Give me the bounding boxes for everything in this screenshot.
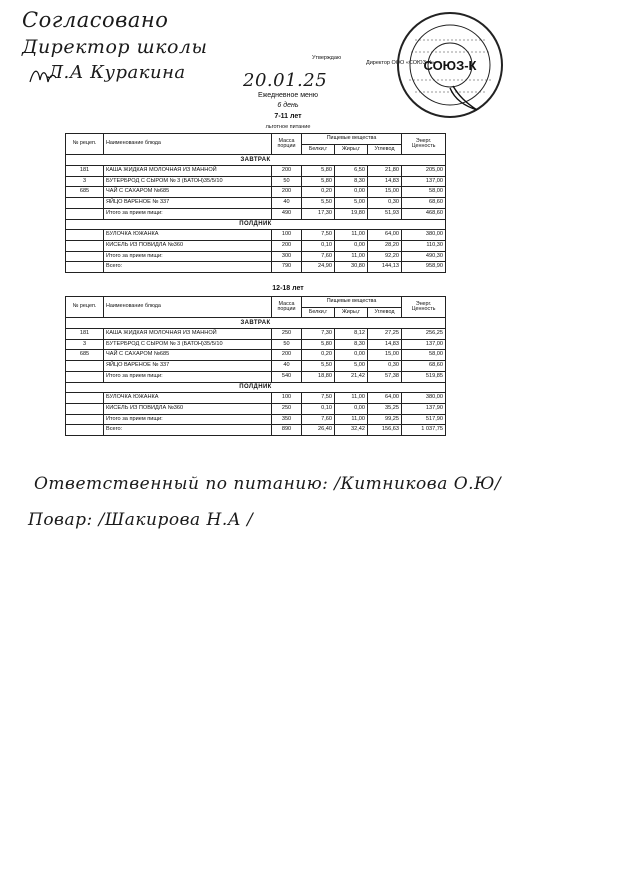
cell-fat: 8,12: [335, 329, 368, 340]
cell-recipe: [66, 240, 104, 251]
cell-energy: 517,90: [402, 414, 446, 425]
cell-mass: 200: [272, 350, 302, 361]
menu-day: 6 день: [277, 102, 299, 109]
header-carb: Углевод: [368, 144, 402, 155]
cell-recipe: 181: [66, 166, 104, 177]
section-breakfast: ЗАВТРАК: [66, 155, 446, 166]
cell-protein: 17,30: [302, 208, 335, 219]
cell-fat: 11,00: [335, 393, 368, 404]
cell-fat: 0,00: [335, 350, 368, 361]
section-snack: ПОЛДНИК: [66, 219, 446, 230]
cell-name: Итого за прием пищи:: [104, 208, 272, 219]
cell-carb: 15,00: [368, 187, 402, 198]
stamp-text: СОЮЗ-К: [423, 58, 477, 73]
cell-mass: 50: [272, 176, 302, 187]
header-name: Наименование блюда: [104, 134, 272, 155]
header-recipe: № рецеп.: [66, 134, 104, 155]
snack-total-row: [66, 414, 446, 425]
cell-energy: 256,25: [402, 329, 446, 340]
cell-carb: 15,00: [368, 350, 402, 361]
cell-protein: 0,10: [302, 403, 335, 414]
cell-carb: 57,38: [368, 371, 402, 382]
table-row: [66, 393, 446, 404]
cell-name: БУЛОЧКА ЮЖАНКА: [104, 393, 272, 404]
cell-recipe: [66, 393, 104, 404]
cell-energy: 205,00: [402, 166, 446, 177]
cell-name: Всего:: [104, 262, 272, 273]
approval-line-2: Директор школы: [22, 36, 208, 58]
cell-name: ЯЙЦО ВАРЕНОЕ № 337: [104, 198, 272, 209]
section-snack: ПОЛДНИК: [66, 382, 446, 393]
cell-protein: 7,50: [302, 230, 335, 241]
cell-mass: 890: [272, 425, 302, 436]
cell-fat: 11,00: [335, 230, 368, 241]
table-row: [66, 166, 446, 177]
cell-name: КИСЕЛЬ ИЗ ПОВИДЛА №360: [104, 240, 272, 251]
header-nutrients: Пищевые вещества: [302, 134, 402, 145]
cell-name: БУТЕРБРОД С СЫРОМ № 3 (БАТОН)35/5/10: [104, 339, 272, 350]
cell-fat: 0,00: [335, 240, 368, 251]
cell-mass: 200: [272, 187, 302, 198]
cell-protein: 5,50: [302, 198, 335, 209]
cell-fat: 6,50: [335, 166, 368, 177]
approved-label: Утверждаю: [312, 55, 342, 61]
header-carb: Углевод: [368, 307, 402, 318]
director-signature: [28, 64, 58, 88]
header-mass: Масса порции: [272, 297, 302, 318]
cell-fat: 0,00: [335, 187, 368, 198]
cell-carb: 99,25: [368, 414, 402, 425]
cell-mass: 790: [272, 262, 302, 273]
cell-energy: 380,00: [402, 393, 446, 404]
cell-name: ЧАЙ С САХАРОМ №685: [104, 187, 272, 198]
cell-energy: 380,00: [402, 230, 446, 241]
table-row: [66, 187, 446, 198]
header-energy: Энерг. Ценность: [402, 134, 446, 155]
cell-mass: 100: [272, 393, 302, 404]
cell-name: КИСЕЛЬ ИЗ ПОВИДЛА №360: [104, 403, 272, 414]
cell-protein: 0,20: [302, 350, 335, 361]
cell-carb: 35,25: [368, 403, 402, 414]
cell-name: БУТЕРБРОД С СЫРОМ № 3 (БАТОН)35/5/10: [104, 176, 272, 187]
cell-carb: 156,63: [368, 425, 402, 436]
cell-name: КАША ЖИДКАЯ МОЛОЧНАЯ ИЗ МАННОЙ: [104, 166, 272, 177]
cell-energy: 68,60: [402, 198, 446, 209]
cell-name: Итого за прием пищи:: [104, 251, 272, 262]
cell-mass: 200: [272, 166, 302, 177]
cell-protein: 5,80: [302, 176, 335, 187]
cell-carb: 0,30: [368, 198, 402, 209]
cell-fat: 0,00: [335, 403, 368, 414]
cell-protein: 0,20: [302, 187, 335, 198]
cell-mass: 100: [272, 230, 302, 241]
header-mass: Масса порции: [272, 134, 302, 155]
header-nutrients: Пищевые вещества: [302, 297, 402, 308]
cell-protein: 18,80: [302, 371, 335, 382]
cell-carb: 28,20: [368, 240, 402, 251]
cell-carb: 21,80: [368, 166, 402, 177]
cell-protein: 5,50: [302, 361, 335, 372]
cell-protein: 7,60: [302, 251, 335, 262]
cell-carb: 14,83: [368, 339, 402, 350]
cell-name: КАША ЖИДКАЯ МОЛОЧНАЯ ИЗ МАННОЙ: [104, 329, 272, 340]
cell-recipe: [66, 403, 104, 414]
header-fat: Жиры,г: [335, 307, 368, 318]
breakfast-total-row: [66, 208, 446, 219]
cell-fat: 5,00: [335, 198, 368, 209]
table-row: [66, 230, 446, 241]
cell-fat: 8,30: [335, 176, 368, 187]
cell-protein: 7,30: [302, 329, 335, 340]
cell-protein: 24,90: [302, 262, 335, 273]
cell-protein: 5,80: [302, 166, 335, 177]
cell-fat: 19,80: [335, 208, 368, 219]
cell-carb: 14,83: [368, 176, 402, 187]
cell-energy: 958,90: [402, 262, 446, 273]
table-row: [66, 198, 446, 209]
cell-energy: 58,00: [402, 350, 446, 361]
cell-recipe: [66, 198, 104, 209]
cell-name: Итого за прием пищи:: [104, 414, 272, 425]
cell-carb: 64,00: [368, 393, 402, 404]
table-row: [66, 339, 446, 350]
cell-energy: 137,00: [402, 339, 446, 350]
menu-date: 20.01.25: [243, 70, 328, 91]
cell-fat: 11,00: [335, 251, 368, 262]
table-row: [66, 403, 446, 414]
cell-protein: 7,50: [302, 393, 335, 404]
cell-carb: 51,93: [368, 208, 402, 219]
cell-fat: 30,80: [335, 262, 368, 273]
cell-fat: 11,00: [335, 414, 368, 425]
cell-mass: 250: [272, 329, 302, 340]
cell-carb: 0,30: [368, 361, 402, 372]
group2-age: 12-18 лет: [272, 285, 304, 292]
cook-signature-line: Повар: /Шакирова Н.А /: [28, 510, 254, 530]
cell-mass: 40: [272, 361, 302, 372]
director-label: Директор ООО «СОЮЗ-К»: [366, 60, 435, 66]
table-row: [66, 176, 446, 187]
cell-protein: 7,60: [302, 414, 335, 425]
cell-fat: 32,42: [335, 425, 368, 436]
cell-carb: 27,25: [368, 329, 402, 340]
responsible-signature-line: Ответственный по питанию: /Китникова О.Ю/: [34, 474, 502, 494]
cell-protein: 5,80: [302, 339, 335, 350]
cell-mass: 490: [272, 208, 302, 219]
header-protein: Белки,г: [302, 307, 335, 318]
cell-recipe: 685: [66, 187, 104, 198]
menu-table-12-18: [65, 296, 446, 436]
cell-name: ЧАЙ С САХАРОМ №685: [104, 350, 272, 361]
cell-carb: 92,20: [368, 251, 402, 262]
section-breakfast: ЗАВТРАК: [66, 318, 446, 329]
cell-recipe: [66, 361, 104, 372]
cell-recipe: 3: [66, 176, 104, 187]
cell-energy: 490,30: [402, 251, 446, 262]
table-row: [66, 240, 446, 251]
snack-total-row: [66, 251, 446, 262]
cell-energy: 519,85: [402, 371, 446, 382]
cell-recipe: [66, 230, 104, 241]
cell-carb: 64,00: [368, 230, 402, 241]
grand-total-row: [66, 262, 446, 273]
header-recipe: № рецеп.: [66, 297, 104, 318]
table-row: [66, 329, 446, 340]
table-row: [66, 361, 446, 372]
group1-age: 7-11 лет: [274, 113, 302, 120]
menu-title: Ежедневное меню: [257, 92, 319, 99]
cell-energy: 110,30: [402, 240, 446, 251]
cell-protein: 0,10: [302, 240, 335, 251]
cell-mass: 40: [272, 198, 302, 209]
cell-energy: 468,60: [402, 208, 446, 219]
menu-table-7-11: [65, 133, 446, 273]
table-row: [66, 350, 446, 361]
cell-recipe: 3: [66, 339, 104, 350]
cell-mass: 300: [272, 251, 302, 262]
cell-name: ЯЙЦО ВАРЕНОЕ № 337: [104, 361, 272, 372]
cell-energy: 1 037,75: [402, 425, 446, 436]
cell-carb: 144,13: [368, 262, 402, 273]
cell-mass: 200: [272, 240, 302, 251]
cell-recipe: 685: [66, 350, 104, 361]
header-energy: Энерг. Ценность: [402, 297, 446, 318]
cell-mass: 250: [272, 403, 302, 414]
cell-fat: 21,42: [335, 371, 368, 382]
cell-energy: 58,00: [402, 187, 446, 198]
cell-mass: 540: [272, 371, 302, 382]
cell-energy: 137,90: [402, 403, 446, 414]
grand-total-row: [66, 425, 446, 436]
breakfast-total-row: [66, 371, 446, 382]
cell-mass: 350: [272, 414, 302, 425]
header-protein: Белки,г: [302, 144, 335, 155]
cell-name: БУЛОЧКА ЮЖАНКА: [104, 230, 272, 241]
header-name: Наименование блюда: [104, 297, 272, 318]
approval-line-3: Л.А Куракина: [48, 62, 186, 83]
cell-energy: 68,60: [402, 361, 446, 372]
company-stamp: [395, 10, 505, 120]
cell-name: Всего:: [104, 425, 272, 436]
approval-line-1: Согласовано: [22, 8, 169, 32]
header-fat: Жиры,г: [335, 144, 368, 155]
cell-mass: 50: [272, 339, 302, 350]
cell-energy: 137,00: [402, 176, 446, 187]
cell-name: Итого за прием пищи:: [104, 371, 272, 382]
group1-subtitle: льготное питание: [265, 124, 311, 130]
cell-recipe: 181: [66, 329, 104, 340]
cell-fat: 8,30: [335, 339, 368, 350]
cell-protein: 26,40: [302, 425, 335, 436]
cell-fat: 5,00: [335, 361, 368, 372]
